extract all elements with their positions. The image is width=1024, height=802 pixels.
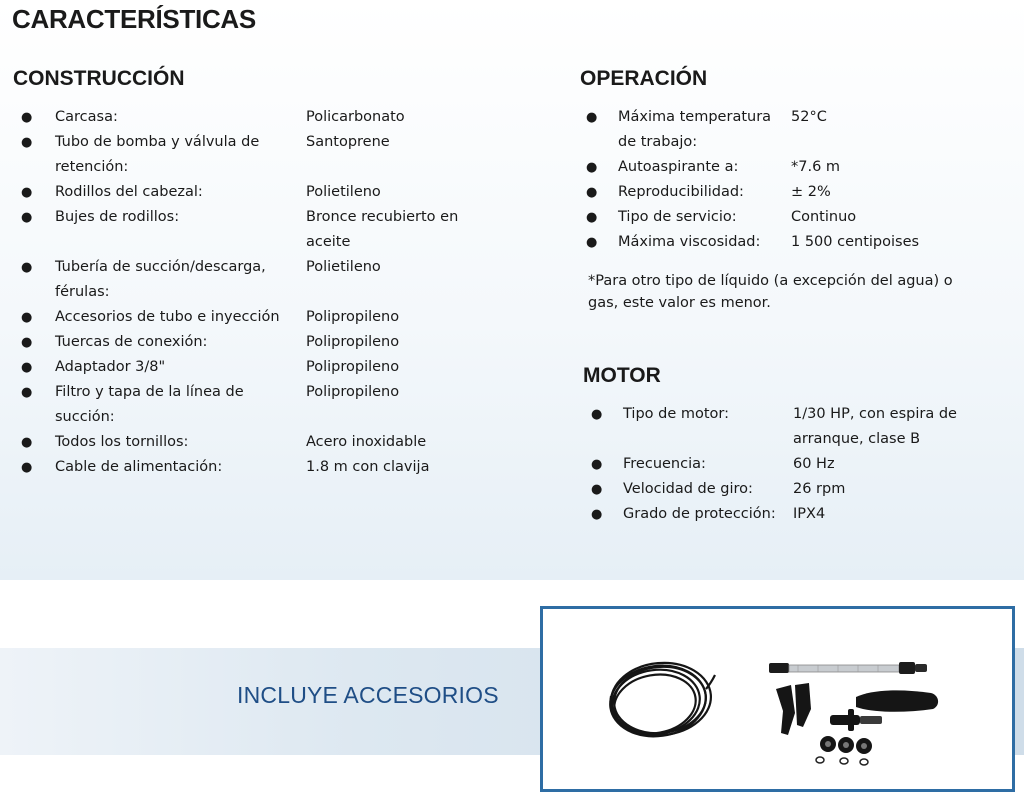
item-label: Bujes de rodillos:	[55, 209, 180, 225]
bullet-icon: ●	[21, 360, 33, 375]
item-label: Filtro y tapa de la línea de succión:	[55, 384, 244, 425]
item-value: Santoprene	[306, 134, 390, 150]
motor-title: MOTOR	[583, 364, 661, 387]
bullet-icon: ●	[21, 185, 33, 200]
bullet-icon: ●	[586, 210, 598, 225]
bullet-icon: ●	[21, 135, 33, 150]
item-label: Máxima temperatura de trabajo:	[618, 109, 772, 150]
bullet-icon: ●	[586, 235, 598, 250]
item-value: 1 500 centipoises	[791, 234, 920, 250]
list-item	[13, 180, 476, 205]
list-item	[13, 455, 476, 480]
construction-title: CONSTRUCCIÓN	[13, 67, 185, 90]
bullet-icon: ●	[591, 482, 603, 497]
tubing-coil-icon	[606, 659, 715, 743]
item-value: Continuo	[791, 209, 857, 225]
operation-title: OPERACIÓN	[580, 67, 708, 90]
list-item	[13, 355, 476, 380]
list-item	[583, 477, 993, 502]
bullet-icon: ●	[21, 460, 33, 475]
item-label: Autoaspirante a:	[618, 159, 739, 175]
bullet-icon: ●	[586, 160, 598, 175]
item-value: 26 rpm	[793, 481, 846, 497]
item-value: 60 Hz	[793, 456, 835, 472]
bullet-icon: ●	[21, 435, 33, 450]
item-label: Tuercas de conexión:	[55, 334, 208, 350]
item-value: 1/30 HP, con espira de arranque, clase B	[793, 406, 957, 447]
list-item	[580, 180, 961, 205]
bullet-icon: ●	[586, 110, 598, 125]
item-value: Acero inoxidable	[306, 434, 427, 450]
item-label: Tipo de motor:	[623, 406, 730, 422]
bullet-icon: ●	[21, 110, 33, 125]
bullet-icon: ●	[586, 185, 598, 200]
item-label: Cable de alimentación:	[55, 459, 223, 475]
item-label: Reproducibilidad:	[618, 184, 744, 200]
accessories-image-frame	[540, 606, 1015, 792]
accessories-illustration	[543, 609, 1012, 789]
list-item	[13, 255, 476, 305]
item-label: Velocidad de giro:	[623, 481, 753, 497]
list-item	[13, 105, 476, 130]
item-label: Todos los tornillos:	[55, 434, 189, 450]
operation-list	[580, 105, 961, 255]
list-item	[13, 305, 476, 330]
list-item	[583, 452, 993, 477]
list-item	[580, 230, 961, 255]
list-item	[13, 330, 476, 355]
item-value: 52°C	[791, 109, 827, 125]
operation-note: *Para otro tipo de líquido (a excepción del agua) o gas, este valor es menor.	[588, 273, 953, 311]
item-label: Tipo de servicio:	[618, 209, 737, 225]
list-item	[583, 502, 993, 527]
item-label: Máxima viscosidad:	[618, 234, 761, 250]
item-label: Adaptador 3/8"	[55, 359, 166, 375]
item-label: Rodillos del cabezal:	[55, 184, 203, 200]
list-item	[580, 105, 961, 155]
item-value: Policarbonato	[306, 109, 405, 125]
motor-list	[583, 402, 993, 527]
bullet-icon: ●	[21, 335, 33, 350]
item-value: ± 2%	[791, 184, 831, 200]
page-title: CARACTERÍSTICAS	[12, 4, 256, 34]
item-label: Grado de protección:	[623, 506, 776, 522]
item-label: Frecuencia:	[623, 456, 706, 472]
list-item	[13, 380, 476, 430]
item-value: IPX4	[793, 506, 826, 522]
construction-list	[13, 105, 476, 480]
bullet-icon: ●	[21, 385, 33, 400]
item-label: Tubo de bomba y válvula de retención:	[55, 134, 260, 175]
bullet-icon: ●	[591, 507, 603, 522]
item-value: 1.8 m con clavija	[306, 459, 430, 475]
item-value: Polipropileno	[306, 359, 400, 375]
bullet-icon: ●	[591, 407, 603, 422]
item-value: Bronce recubierto en aceite	[306, 209, 459, 250]
bullet-icon: ●	[591, 457, 603, 472]
item-label: Accesorios de tubo e inyección	[55, 309, 280, 325]
list-item	[580, 205, 961, 230]
list-item	[13, 205, 476, 255]
item-value: Polietileno	[306, 259, 381, 275]
list-item	[13, 430, 476, 455]
list-item	[580, 155, 961, 180]
suction-filter-icon	[769, 662, 927, 674]
item-value: Polietileno	[306, 184, 381, 200]
list-item	[583, 402, 993, 452]
item-value: *7.6 m	[791, 159, 841, 175]
accessories-label: INCLUYE ACCESORIOS	[237, 682, 499, 708]
bullet-icon: ●	[21, 210, 33, 225]
item-value: Polipropileno	[306, 309, 400, 325]
item-value: Polipropileno	[306, 334, 400, 350]
connection-nuts-icon	[816, 736, 872, 765]
list-item	[13, 130, 476, 180]
item-label: Carcasa:	[55, 109, 118, 125]
item-value: Polipropileno	[306, 384, 400, 400]
bullet-icon: ●	[21, 310, 33, 325]
injection-valve-icon	[776, 683, 938, 735]
bullet-icon: ●	[21, 260, 33, 275]
item-label: Tubería de succión/descarga, férulas:	[55, 259, 266, 300]
